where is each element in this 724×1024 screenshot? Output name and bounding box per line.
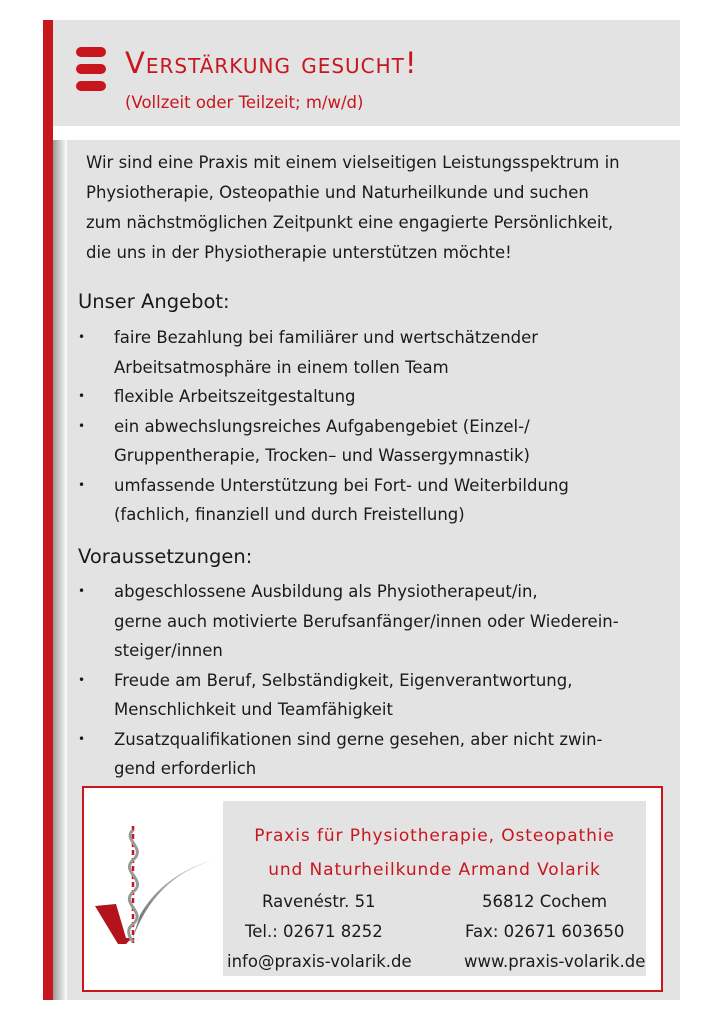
- list-item: • flexible Arbeitszeitgestaltung: [78, 382, 668, 412]
- angebot-list: [78, 323, 668, 530]
- voraussetzungen-list: [78, 577, 668, 784]
- list-item: • umfassende Unterstützung bei Fort- und Weiterbildung (fachlich, finanziell und durch Freistellung): [78, 471, 668, 530]
- practice-name-line2: und Naturheilkunde Armand Volarik: [268, 860, 601, 880]
- list-item: • Zusatzqualifikationen sind gerne gesehen, aber nicht zwin- gend erforderlich: [78, 725, 668, 784]
- intro-line: zum nächstmöglichen Zeitpunkt eine engagierte Persönlichkeit,: [86, 213, 614, 232]
- bullet: •: [78, 477, 86, 492]
- equals-icon: [76, 47, 106, 98]
- voraussetzungen-heading: Voraussetzungen:: [78, 545, 253, 568]
- fax-number: Fax: 02671 603650: [465, 922, 625, 941]
- website-link[interactable]: www.praxis-volarik.de: [464, 952, 646, 971]
- email-link[interactable]: info@praxis-volarik.de: [227, 952, 412, 971]
- page-title: Verstärkung gesucht!: [125, 46, 418, 80]
- intro-line: die uns in der Physiotherapie unterstützen möchte!: [86, 243, 512, 262]
- intro-line: Physiotherapie, Osteopathie und Naturheilkunde und suchen: [86, 183, 589, 202]
- bullet: •: [78, 672, 86, 687]
- street-address: Ravenéstr. 51: [262, 892, 376, 911]
- list-item: • ein abwechslungsreiches Aufgabengebiet (Einzel-/ Gruppentherapie, Trocken– und Wassergymnastik): [78, 412, 668, 471]
- list-item: • faire Bezahlung bei familiärer und wertschätzender Arbeitsatmosphäre in einem tollen Team: [78, 323, 668, 382]
- angebot-heading: Unser Angebot:: [78, 290, 230, 313]
- bullet: •: [78, 389, 86, 403]
- bullet: •: [78, 731, 86, 746]
- intro-line: Wir sind eine Praxis mit einem vielseitigen Leistungsspektrum in: [86, 153, 620, 172]
- intro-text: [86, 148, 666, 268]
- bullet: •: [78, 418, 86, 433]
- city: 56812 Cochem: [482, 892, 608, 911]
- practice-name-line1: Praxis für Physiotherapie, Osteopathie: [254, 826, 615, 846]
- accent-bar: [43, 20, 53, 1000]
- list-item: • Freude am Beruf, Selbständigkeit, Eigenverantwortung, Menschlichkeit und Teamfähigkeit: [78, 666, 668, 725]
- list-item: • abgeschlossene Ausbildung als Physiotherapeut/in, gerne auch motivierte Berufsanfänger/innen oder Wiederein- steiger/innen: [78, 577, 668, 666]
- bullet: •: [78, 584, 86, 598]
- phone-number: Tel.: 02671 8252: [245, 922, 383, 941]
- bullet: •: [78, 330, 86, 344]
- page-subtitle: (Vollzeit oder Teilzeit; m/w/d): [125, 93, 364, 112]
- aesculapian-logo: [92, 820, 224, 950]
- panel-shadow: [53, 140, 67, 1000]
